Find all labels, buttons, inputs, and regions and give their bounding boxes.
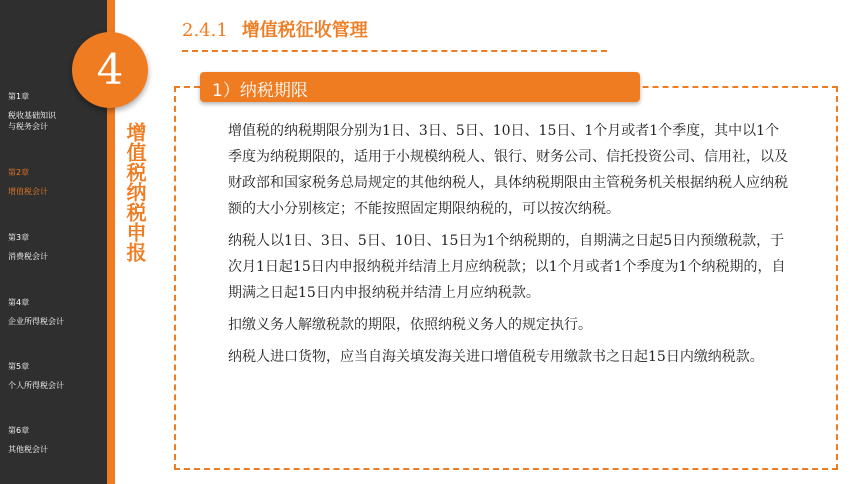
chapter-number: 第5章 <box>8 362 30 371</box>
chapter-number: 第4章 <box>8 298 30 307</box>
subsection-tab-label: 1）纳税期限 <box>212 81 308 101</box>
sidebar-item-chapter-3[interactable] <box>8 233 103 262</box>
paragraph: 纳税人进口货物，应当自海关填发海关进口增值税专用缴款书之日起15日内缴纳税款。 <box>228 349 764 365</box>
sidebar-item-chapter-5[interactable] <box>8 362 103 391</box>
paragraph: 增值税的纳税期限分别为1日、3日、5日、10日、15日、1个月或者1个季度，其中以1个季度为纳税期限的，适用于小规模纳税人、银行、财务公司、信托投资公司、信用社，以及财政部和国家税务总局规定的其他纳税人，具体纳税期限由主管税务机关根据纳税人应纳税额的大小分别核定；不能按照固定期限纳税的，可以按次纳税。 <box>228 123 788 217</box>
chapter-title: 个人所得税会计 <box>8 381 64 390</box>
chapter-title: 企业所得税会计 <box>8 317 64 326</box>
chapter-title: 消费税会计 <box>8 252 48 261</box>
section-number: 2.4.1 <box>182 20 228 41</box>
chapter-title: 税收基础知识 与税务会计 <box>8 111 56 131</box>
sidebar-item-chapter-4[interactable] <box>8 298 103 327</box>
chapter-number: 第6章 <box>8 426 30 435</box>
vertical-chapter-title: 增值税纳税申报 <box>123 122 147 262</box>
heading-dashed-underline <box>182 50 607 52</box>
chapter-title: 增值税会计 <box>8 187 48 196</box>
chapter-badge <box>72 32 148 108</box>
content-body <box>228 118 788 376</box>
chapter-badge-number: 4 <box>96 45 124 94</box>
paragraph: 纳税人以1日、3日、5日、10日、15日为1个纳税期的，自期满之日起5日内预缴税款，于次月1日起15日内申报纳税并结清上月应纳税款；以1个月或者1个季度为1个纳税期的，自期满之日起15日内申报纳税并结清上月应纳税款。 <box>228 233 786 301</box>
section-title: 增值税征收管理 <box>241 20 368 41</box>
chapter-number: 第1章 <box>8 92 30 101</box>
section-heading <box>182 16 368 42</box>
sidebar-item-chapter-6[interactable] <box>8 426 103 455</box>
chapter-title: 其他税会计 <box>8 445 48 454</box>
subsection-tab <box>200 72 640 102</box>
chapter-number: 第2章 <box>8 168 30 177</box>
paragraph: 扣缴义务人解缴税款的期限，依照纳税义务人的规定执行。 <box>228 317 592 333</box>
sidebar-item-chapter-2[interactable] <box>8 168 103 197</box>
chapter-number: 第3章 <box>8 233 30 242</box>
